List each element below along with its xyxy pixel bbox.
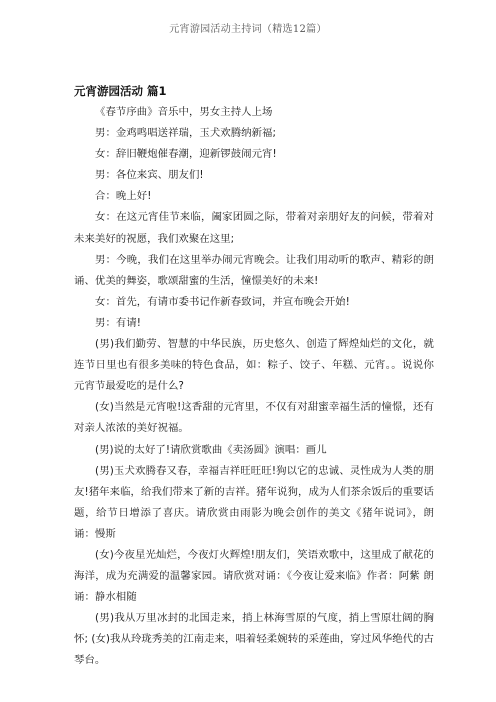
paragraph-10: (男)我们勤劳、智慧的中华民族，历史悠久、创造了辉煌灿烂的文化，就连节日里也有很多美味的特色食品，如：粽子、饺子、年糕、元宵。。说说你元宵节最爱吃的是什么? <box>74 338 434 393</box>
section-title: 元宵游园活动 篇1 <box>74 84 167 98</box>
paragraph-9: 男：有请! <box>95 316 141 329</box>
paragraph-7: 男：今晚，我们在这里举办闹元宵晚会。让我们用动听的歌声、精彩的朗诵、优美的舞姿，歌颂甜蜜的生活，憧憬美好的未来! <box>74 253 434 287</box>
paragraph-6: 女：在这元宵佳节来临，阖家团圆之际，带着对亲朋好友的问候，带着对未来美好的祝愿，我们欢聚在这里; <box>74 211 434 245</box>
paragraph-2: 男：金鸡鸣唱送祥瑞，玉犬欢腾纳新福; <box>95 127 277 140</box>
paragraph-13: (男)玉犬欢腾春又春，幸福吉祥旺旺旺!狗以它的忠诚、灵性成为人类的朋友!猪年来临，给我们带来了新的吉祥。猪年说狗，成为人们茶余饭后的重要话题，给节日增添了喜庆。请欣赏由雨影为晚会创作的美文《猪年说词》，朗诵：慢斯 <box>74 464 434 540</box>
paragraph-14: (女)今夜星光灿烂，今夜灯火辉煌!朋友们，笑语欢歌中，这里成了献花的海洋，成为充满爱的温馨家园。请欣赏对诵：《今夜让爱来临》作者：阿紫 朗诵：静水相随 <box>74 548 434 604</box>
paragraph-15: (男)我从万里冰封的北国走来，捎上林海雪原的气度，捎上雪原壮阔的胸怀; (女)我从玲珑秀美的江南走来，唱着轻柔婉转的采莲曲，穿过风华绝代的古琴台。 <box>74 612 434 667</box>
page-header-title: 元宵游园活动主持词（精选12篇） <box>169 24 327 35</box>
document-body <box>74 81 434 672</box>
paragraph-8: 女：首先，有请市委书记作新春致词，并宣布晚会开始! <box>95 295 350 308</box>
paragraph-5: 合：晚上好! <box>95 190 152 203</box>
paragraph-12: (男)说的太好了!请欣赏歌曲《卖汤圆》演唱：画儿 <box>95 443 327 456</box>
paragraph-11: (女)当然是元宵啦!这香甜的元宵里，不仅有对甜蜜幸福生活的憧憬，还有对亲人浓浓的美好祝福。 <box>74 401 434 435</box>
paragraph-3: 女：辞旧鞭炮催春潮，迎新锣鼓闹元宵! <box>95 148 277 161</box>
paragraph-1: 《春节序曲》音乐中，男女主持人上场 <box>95 106 273 118</box>
paragraph-4: 男：各位来宾、朋友们! <box>95 169 204 182</box>
